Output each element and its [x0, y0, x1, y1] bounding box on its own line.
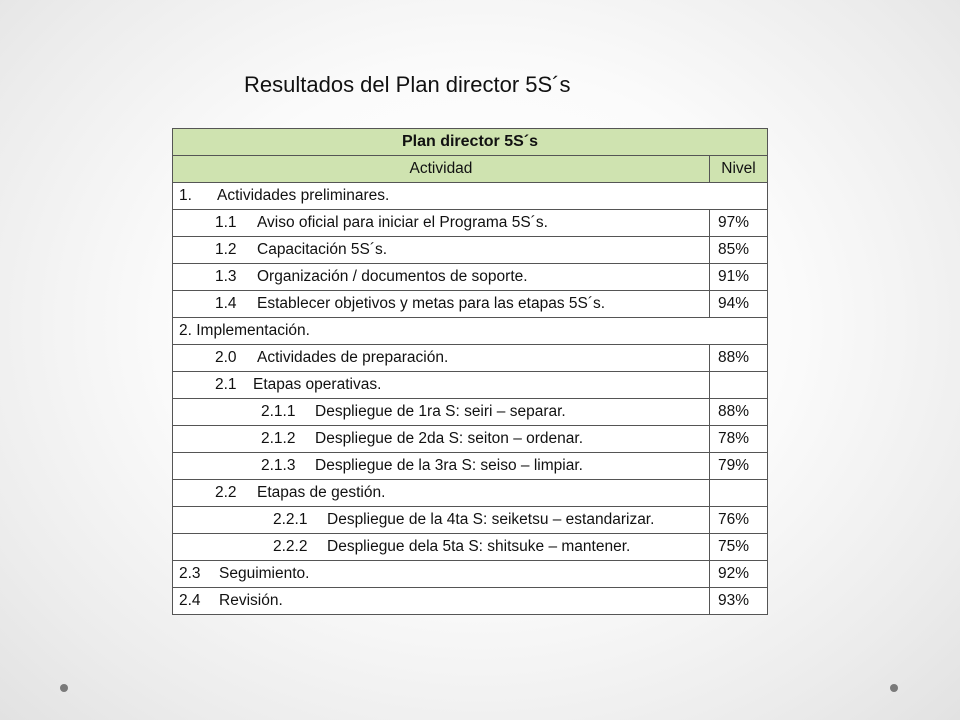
level-cell: 88% [709, 345, 767, 372]
slide-title: Resultados del Plan director 5S´s [244, 72, 571, 97]
table-row [173, 291, 768, 318]
level-cell: 93% [709, 588, 767, 615]
level-cell: 97% [709, 210, 767, 237]
item-label: Seguimiento. [219, 565, 310, 582]
item-label: Actividades de preparación. [257, 349, 449, 366]
activity-cell [173, 507, 710, 534]
activity-cell [173, 264, 710, 291]
level-cell: 92% [709, 561, 767, 588]
table-row [173, 399, 768, 426]
item-number: 2.1 [215, 376, 237, 393]
level-cell [709, 480, 767, 507]
item-label: Establecer objetivos y metas para las etapas 5S´s. [257, 295, 606, 312]
item-label: Organización / documentos de soporte. [257, 268, 528, 285]
activity-cell [173, 534, 710, 561]
item-label: Despliegue de 1ra S: seiri – separar. [315, 403, 566, 420]
activity-cell [173, 561, 710, 588]
item-number: 1.2 [215, 241, 237, 258]
section-cell [173, 318, 768, 345]
level-cell: 91% [709, 264, 767, 291]
activity-cell [173, 237, 710, 264]
activity-cell [173, 480, 710, 507]
item-number: 2.1.1 [261, 403, 296, 420]
item-number: 2.2.1 [273, 511, 308, 528]
activity-cell [173, 210, 710, 237]
table-row [173, 372, 768, 399]
level-cell: 76% [709, 507, 767, 534]
item-number: 2.0 [215, 349, 237, 366]
item-number: 2.2.2 [273, 538, 308, 555]
item-number: 2.3 [179, 565, 201, 582]
item-label: Capacitación 5S´s. [257, 241, 388, 258]
table-header-row [173, 156, 768, 183]
table-row [173, 345, 768, 372]
item-number: 1.4 [215, 295, 237, 312]
item-number: 1.3 [215, 268, 237, 285]
item-label: Actividades preliminares. [217, 187, 390, 204]
table-row [173, 210, 768, 237]
table-row [173, 480, 768, 507]
item-label: Despliegue de la 3ra S: seiso – limpiar. [315, 457, 583, 474]
activity-cell [173, 345, 710, 372]
plan-table [172, 128, 768, 615]
activity-cell [173, 372, 710, 399]
activity-cell [173, 588, 710, 615]
item-number: 2.1.3 [261, 457, 296, 474]
level-cell: 78% [709, 426, 767, 453]
table-row [173, 453, 768, 480]
item-number: 2.2 [215, 484, 237, 501]
table-caption-row [173, 129, 768, 156]
item-label: Despliegue de 2da S: seiton – ordenar. [315, 430, 583, 447]
level-cell: 85% [709, 237, 767, 264]
slide-decoration-dot-icon [890, 684, 898, 692]
table-row [173, 183, 768, 210]
activity-cell [173, 426, 710, 453]
table-row [173, 318, 768, 345]
table-row [173, 237, 768, 264]
plan-table-container [172, 128, 768, 615]
item-number: 2.4 [179, 592, 201, 609]
item-label: 2. Implementación. [179, 322, 310, 339]
level-cell [709, 372, 767, 399]
activity-cell [173, 291, 710, 318]
item-label: Aviso oficial para iniciar el Programa 5S´s. [257, 214, 548, 231]
level-cell: 88% [709, 399, 767, 426]
item-label: Despliegue de la 4ta S: seiketsu – estandarizar. [327, 511, 655, 528]
item-label: Etapas de gestión. [257, 484, 386, 501]
table-caption: Plan director 5S´s [173, 129, 768, 156]
item-number: 1. [179, 187, 192, 204]
section-cell [173, 183, 768, 210]
table-row [173, 426, 768, 453]
table-row [173, 561, 768, 588]
table-row [173, 264, 768, 291]
slide-decoration-dot-icon [60, 684, 68, 692]
column-header-level: Nivel [709, 156, 767, 183]
item-label: Despliegue dela 5ta S: shitsuke – mantener. [327, 538, 631, 555]
item-label: Etapas operativas. [253, 376, 382, 393]
level-cell: 79% [709, 453, 767, 480]
item-label: Revisión. [219, 592, 283, 609]
level-cell: 75% [709, 534, 767, 561]
column-header-activity: Actividad [173, 156, 710, 183]
activity-cell [173, 399, 710, 426]
table-row [173, 588, 768, 615]
table-row [173, 534, 768, 561]
item-number: 1.1 [215, 214, 237, 231]
item-number: 2.1.2 [261, 430, 296, 447]
table-row [173, 507, 768, 534]
level-cell: 94% [709, 291, 767, 318]
activity-cell [173, 453, 710, 480]
